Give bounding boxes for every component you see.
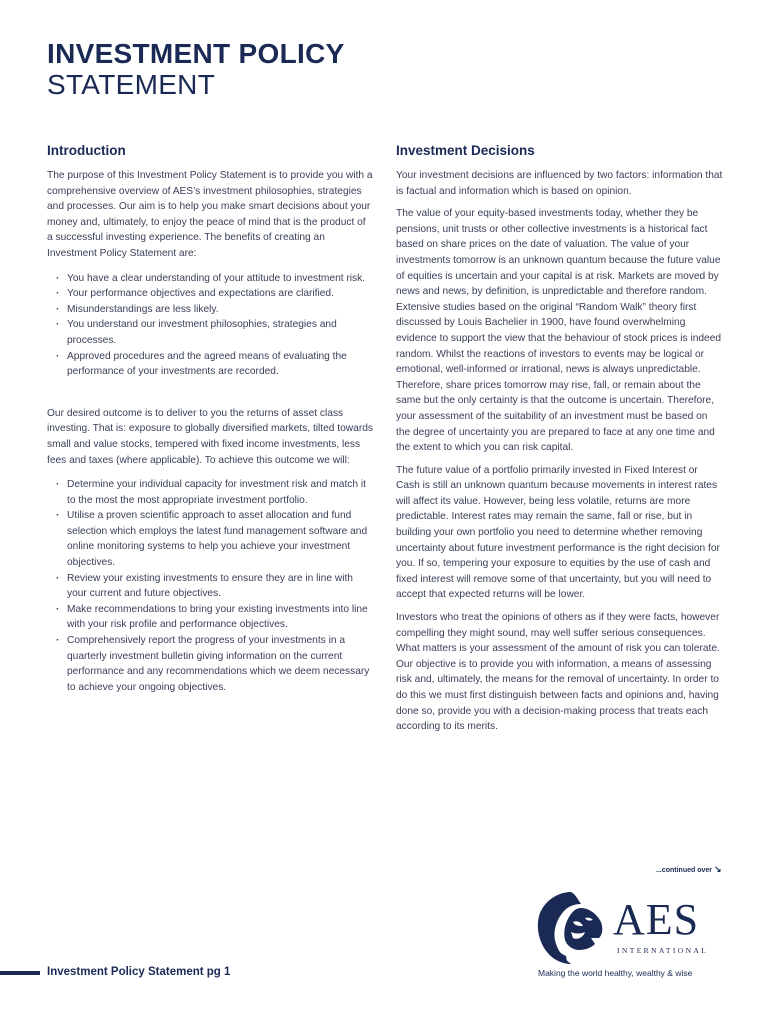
decisions-paragraph: Your investment decisions are influenced by two factors: information that is factual and information which is based on opinion.	[396, 170, 723, 197]
page-title-block	[47, 38, 345, 100]
list-item: · Misunderstandings are less likely.	[47, 302, 374, 318]
actions-list	[47, 477, 374, 695]
list-item: · You understand our investment philosophies, strategies and processes.	[47, 317, 374, 348]
decisions-paragraph: Investors who treat the opinions of others as if they were facts, however compelling they might sound, may well suffer serious consequences. What matters is your assessment of the amount of risk you can tolerate. Our objective is to provide you with information, a means of assessing risk and, ultimately, the means for the removal of uncertainty. In order to do this we must first distinguish between facts and opinions and, having done so, provide you with a decision-making process that treats each according to its merits.	[396, 612, 720, 733]
right-column	[396, 143, 723, 742]
footer-accent-bar	[0, 971, 40, 975]
intro-paragraph: The purpose of this Investment Policy Statement is to provide you with a comprehensive overview of AES’s investment philosophies, strategies and processes. Our aim is to help you make smart decisions about your money and, ultimately, to enjoy the peace of mind that is the product of a successful investing experience. The benefits of creating an Investment Policy Statement are:	[47, 170, 373, 259]
investment-decisions-heading: Investment Decisions	[396, 143, 535, 158]
continued-label: ...continued over	[656, 867, 713, 874]
benefits-list	[47, 271, 374, 380]
footer-page-label: Investment Policy Statement pg 1	[47, 966, 231, 978]
list-item: · You have a clear understanding of your attitude to investment risk.	[47, 271, 374, 287]
logo-wordmark: AES	[613, 895, 700, 944]
continued-over-note	[656, 864, 722, 875]
introduction-heading: Introduction	[47, 143, 126, 158]
list-item: · Your performance objectives and expectations are clarified.	[47, 286, 374, 302]
arrow-down-right-icon: ↘	[714, 864, 722, 874]
page-subtitle: STATEMENT	[47, 69, 216, 100]
list-item: · Comprehensively report the progress of your investments in a quarterly investment bulletin giving information on the current performance and any recommendations which we deem necessary to achieve your ongoing objectives.	[47, 633, 374, 695]
list-item: · Utilise a proven scientific approach to asset allocation and fund selection which employs the latest fund management software and online monitoring systems to help you achieve your investment objectives.	[47, 508, 374, 570]
list-item: · Approved procedures and the agreed means of evaluating the performance of your investments are recorded.	[47, 349, 374, 380]
outcome-paragraph: Our desired outcome is to deliver to you the returns of asset class investing. That is: exposure to globally diversified markets, tilted towards small and value stocks, tempered with fixed income investments, less fees and taxes (where applicable). To achieve this outcome we will:	[47, 407, 373, 466]
aes-logo	[533, 888, 723, 966]
list-item: · Review your existing investments to ensure they are in line with your current and future objectives.	[47, 571, 374, 602]
list-item: · Make recommendations to bring your existing investments into line with your risk profile and performance objectives.	[47, 602, 374, 633]
decisions-paragraph: The future value of a portfolio primarily invested in Fixed Interest or Cash is still an unknown quantum because movements in interest rates will affect its value. However, being less volatile, returns are more predictable. Interest rates may remain the same, fall or rise, but in building your own portfolio you need to determine whether removing uncertainty about future investment performance is the right decision for you. If so, tempering your exposure to equities by the use of cash and fixed interest will remove some of that uncertainty, but you will need to accept that expected returns will be lower.	[396, 464, 720, 601]
decisions-paragraph: The value of your equity-based investments today, whether they be pensions, unit trusts or other collective investments is a historical fact based on share prices on the date of valuation. The value of your investments tomorrow is an unknown quantum because the future value of equities is uncertain and your capital is at risk. Markets are moved by news and news, by definition, is unpredictable and therefore random. Extensive studies based on the original “Random Walk” theory first discussed by Louis Bachelier in 1900, have found overwhelming evidence to support the view that the behaviour of stock prices is indeed random. Whilst the reactions of investors to events may be logical or emotional, well-informed or irrational, news is always unpredictable. Therefore, share prices tomorrow may rise, fall, or remain about the same but the only certainty is that the outcome is uncertain. Therefore, your assessment of the suitability of an investment must be based on the degree of uncertainty you are prepared to face at any one time and the extent to which you can risk capital.	[396, 208, 722, 454]
left-column	[47, 143, 374, 695]
list-item: · Determine your individual capacity for investment risk and match it to the most the most appropriate investment portfolio.	[47, 477, 374, 508]
page-title: INVESTMENT POLICY	[47, 38, 345, 69]
lion-head-icon	[533, 888, 609, 966]
logo-subtitle: INTERNATIONAL	[617, 946, 709, 955]
logo-tagline: Making the world healthy, wealthy & wise	[538, 968, 693, 978]
